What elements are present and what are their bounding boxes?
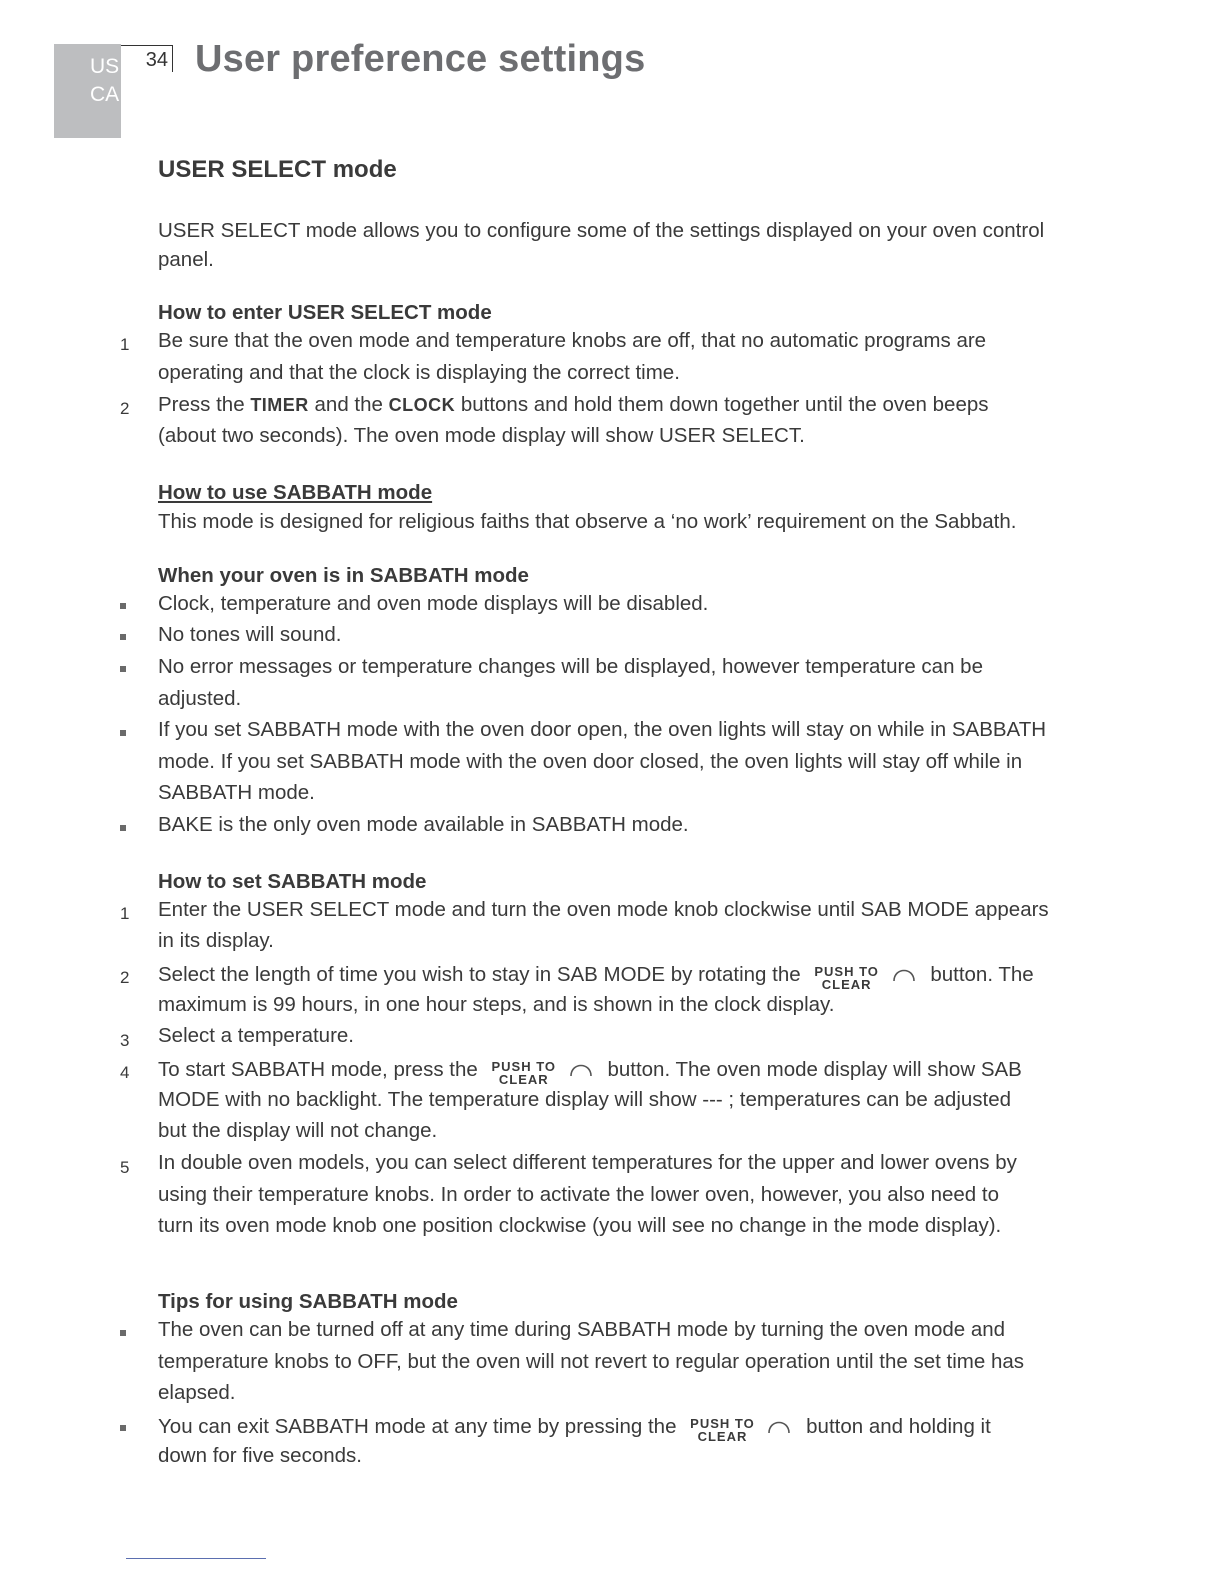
text: You can exit SABBATH mode at any time by pressing the bbox=[158, 1415, 677, 1438]
arc-icon bbox=[891, 961, 917, 983]
push-to-clear-button bbox=[690, 1417, 755, 1443]
set-step-5-line-2: using their temperature knobs. In order to activate the lower oven, however, you also need to bbox=[158, 1183, 999, 1206]
tip-2-line-1 bbox=[158, 1413, 991, 1443]
use-text: This mode is designed for religious faiths that observe a ‘no work’ requirement on the Sabbath. bbox=[158, 510, 1017, 533]
section-title: USER SELECT mode bbox=[158, 156, 397, 183]
set-step-1-line-1: Enter the USER SELECT mode and turn the oven mode knob clockwise until SAB MODE appears bbox=[158, 898, 1049, 921]
clear-label: CLEAR bbox=[498, 1072, 549, 1087]
arc-icon bbox=[766, 1413, 792, 1435]
bullet-icon bbox=[120, 1330, 126, 1336]
when-bullet-3-line-2: adjusted. bbox=[158, 687, 242, 710]
page-title: User preference settings bbox=[195, 38, 646, 80]
set-step-2-line-2: maximum is 99 hours, in one hour steps, and is shown in the clock display. bbox=[158, 993, 835, 1016]
enter-step-1-line-2: operating and that the clock is displaying the correct time. bbox=[158, 361, 680, 384]
when-bullet-3-line-1: No error messages or temperature changes will be displayed, however temperature can be bbox=[158, 655, 983, 678]
step-number: 3 bbox=[120, 1031, 130, 1050]
bullet-icon bbox=[120, 825, 126, 831]
push-to-label: PUSH TO bbox=[814, 964, 879, 979]
bullet-icon bbox=[120, 1425, 126, 1431]
set-step-4-line-2: MODE with no backlight. The temperature display will show --- ; temperatures can be adjusted bbox=[158, 1088, 1012, 1111]
set-step-3: Select a temperature. bbox=[158, 1024, 354, 1047]
use-heading: How to use SABBATH mode bbox=[158, 481, 433, 504]
when-bullet-4-line-1: If you set SABBATH mode with the oven door open, the oven lights will stay on while in SABBATH bbox=[158, 718, 1047, 741]
bullet-icon bbox=[120, 603, 126, 609]
enter-step-2-line-2: (about two seconds). The oven mode display will show USER SELECT. bbox=[158, 424, 805, 447]
arc-icon bbox=[568, 1056, 594, 1078]
set-step-5-line-1: In double oven models, you can select different temperatures for the upper and lower ovens by bbox=[158, 1151, 1017, 1174]
text: button. The bbox=[930, 963, 1034, 986]
tip-1-line-2: temperature knobs to OFF, but the oven will not revert to regular operation until the set time has bbox=[158, 1350, 1025, 1373]
set-step-4-line-3: but the display will not change. bbox=[158, 1119, 438, 1142]
enter-step-1-line-1: Be sure that the oven mode and temperature knobs are off, that no automatic programs are bbox=[158, 329, 987, 352]
when-heading: When your oven is in SABBATH mode bbox=[158, 564, 529, 587]
region-us: US bbox=[90, 55, 120, 78]
text: button. The oven mode display will show SAB bbox=[607, 1058, 1022, 1081]
set-step-2-line-1 bbox=[158, 961, 1034, 991]
push-to-clear-button bbox=[814, 965, 879, 991]
set-heading: How to set SABBATH mode bbox=[158, 870, 427, 893]
bullet-icon bbox=[120, 666, 126, 672]
enter-step-2-line-1 bbox=[158, 393, 989, 417]
bullet-icon bbox=[120, 730, 126, 736]
set-step-4-line-1 bbox=[158, 1056, 1022, 1086]
when-bullet-4-line-2: mode. If you set SABBATH mode with the oven door closed, the oven lights will stay off while in bbox=[158, 750, 1023, 773]
region-tab bbox=[54, 44, 121, 138]
step-number: 2 bbox=[120, 399, 130, 418]
text: To start SABBATH mode, press the bbox=[158, 1058, 478, 1081]
push-to-clear-button bbox=[491, 1060, 556, 1086]
timer-key: TIMER bbox=[250, 395, 309, 415]
when-bullet-5: BAKE is the only oven mode available in SABBATH mode. bbox=[158, 813, 689, 836]
footer-rule bbox=[126, 1558, 266, 1559]
region-ca: CA bbox=[90, 83, 120, 106]
set-step-1-line-2: in its display. bbox=[158, 929, 274, 952]
text: Select the length of time you wish to stay in SAB MODE by rotating the bbox=[158, 963, 801, 986]
clock-key: CLOCK bbox=[388, 395, 456, 415]
clear-label: CLEAR bbox=[697, 1429, 748, 1444]
set-step-5-line-3: turn its oven mode knob one position clockwise (you will see no change in the mode display). bbox=[158, 1214, 1002, 1237]
tip-1-line-1: The oven can be turned off at any time during SABBATH mode by turning the oven mode and bbox=[158, 1318, 1006, 1341]
intro-line-1: USER SELECT mode allows you to configure some of the settings displayed on your oven control bbox=[158, 219, 1045, 242]
intro-line-2: panel. bbox=[158, 248, 214, 271]
push-to-label: PUSH TO bbox=[491, 1059, 557, 1074]
step-number: 1 bbox=[120, 335, 130, 354]
step-number: 2 bbox=[120, 968, 130, 987]
text: button and holding it bbox=[806, 1415, 991, 1438]
step-number: 1 bbox=[120, 904, 130, 923]
bullet-icon bbox=[120, 634, 126, 640]
text: Press the bbox=[158, 393, 245, 416]
tips-heading: Tips for using SABBATH mode bbox=[158, 1290, 458, 1313]
tip-1-line-3: elapsed. bbox=[158, 1381, 236, 1404]
step-number: 4 bbox=[120, 1063, 130, 1082]
when-bullet-4-line-3: SABBATH mode. bbox=[158, 781, 315, 804]
when-bullet-1: Clock, temperature and oven mode displays will be disabled. bbox=[158, 592, 709, 615]
step-number: 5 bbox=[120, 1158, 130, 1177]
enter-heading: How to enter USER SELECT mode bbox=[158, 301, 492, 324]
when-bullet-2: No tones will sound. bbox=[158, 623, 342, 646]
text: and the bbox=[314, 393, 383, 416]
clear-label: CLEAR bbox=[821, 977, 872, 992]
text: buttons and hold them down together until the oven beeps bbox=[460, 393, 989, 416]
page-number: 34 bbox=[121, 45, 173, 72]
push-to-label: PUSH TO bbox=[690, 1416, 755, 1431]
tip-2-line-2: down for five seconds. bbox=[158, 1444, 362, 1467]
